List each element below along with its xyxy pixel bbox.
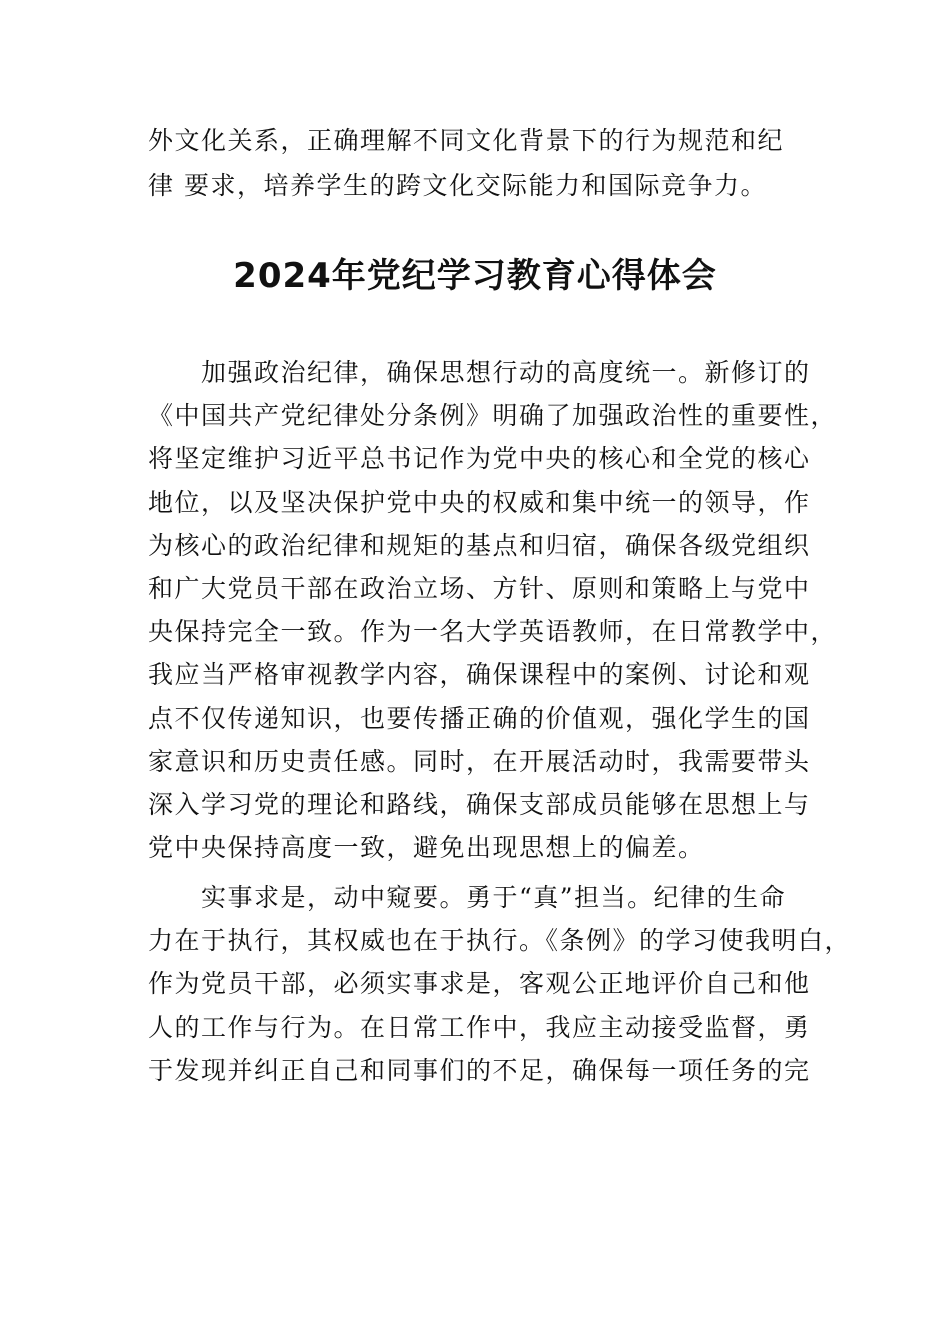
paragraph1-line-10: 家意识和历史责任感。同时，在开展活动时，我需要带头 (148, 747, 811, 776)
paragraph1-line-5: 为核心的政治纪律和规矩的基点和归宿，确保各级党组织 (148, 531, 811, 560)
paragraph2-line-3: 作为党员干部，必须实事求是，客观公正地评价自己和他 (148, 969, 811, 998)
paragraph1-line-1: 加强政治纪律，确保思想行动的高度统一。新修订的 (148, 358, 811, 387)
paragraph1-line-3: 将坚定维护习近平总书记作为党中央的核心和全党的核心 (148, 444, 811, 473)
paragraph2-line-4: 人的工作与行为。在日常工作中，我应主动接受监督，勇 (148, 1013, 811, 1042)
intro-line-2: 律 要求，培养学生的跨文化交际能力和国际竞争力。 (148, 171, 767, 200)
paragraph1-line-2: 《中国共产党纪律处分条例》明确了加强政治性的重要性， (148, 401, 838, 430)
paragraph1-line-12: 党中央保持高度一致，避免出现思想上的偏差。 (148, 833, 705, 862)
paragraph1-line-11: 深入学习党的理论和路线，确保支部成员能够在思想上与 (148, 790, 811, 819)
intro-line-1: 外文化关系，正确理解不同文化背景下的行为规范和纪 (148, 126, 785, 155)
paragraph1-line-7: 央保持完全一致。作为一名大学英语教师，在日常教学中， (148, 617, 838, 646)
paragraph1-line-9: 点不仅传递知识，也要传播正确的价值观，强化学生的国 (148, 704, 811, 733)
paragraph2-line-2: 力在于执行，其权威也在于执行。《条例》的学习使我明白， (148, 926, 852, 955)
paragraph1-line-8: 我应当严格审视教学内容，确保课程中的案例、讨论和观 (148, 660, 811, 689)
paragraph2-line-5: 于发现并纠正自己和同事们的不足，确保每一项任务的完 (148, 1056, 811, 1085)
paragraph1-line-6: 和广大党员干部在政治立场、方针、原则和策略上与党中 (148, 574, 811, 603)
document-title: 2024年党纪学习教育心得体会 (233, 256, 717, 296)
paragraph2-line-1: 实事求是，动中窥要。勇于“真”担当。纪律的生命 (148, 883, 787, 912)
paragraph1-line-4: 地位，以及坚决保护党中央的权威和集中统一的领导，作 (148, 488, 811, 517)
